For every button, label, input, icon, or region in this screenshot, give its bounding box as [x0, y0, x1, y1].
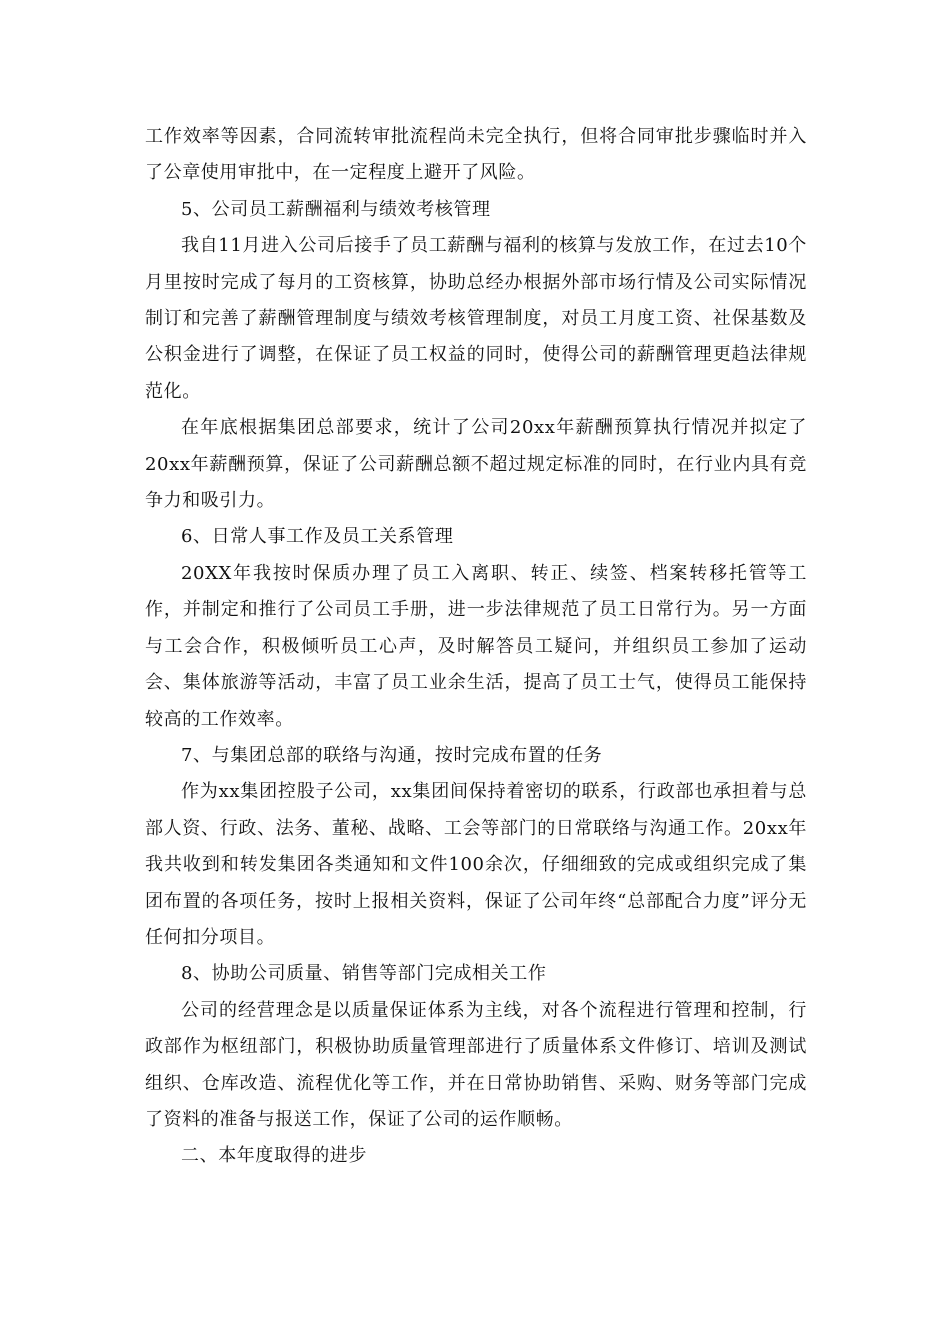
paragraph-group-liaison: 作为xx集团控股子公司，xx集团间保持着密切的联系，行政部也承担着与总部人资、行政、法务、董秘、战略、工会等部门的日常联络与沟通工作。20xx年我共收到和转发集团各类通知和文件100余次，仔细细致的完成或组织完成了集团布置的各项任务，按时上报相关资料，保证了公司年终“总部配合力度”评分无任何扣分项目。 — [145, 781, 807, 948]
section-heading-7: 7、与集团总部的联络与沟通，按时完成布置的任务 — [181, 744, 603, 766]
paragraph-personnel: 20XX年我按时保质办理了员工入离职、转正、续签、档案转移托管等工作，并制定和推行了公司员工手册，进一步法律规范了员工日常行为。另一方面与工会合作，积极倾听员工心声，及时解答员工疑问，并组织员工参加了运动会、集体旅游等活动，丰富了员工业余生活，提高了员工士气，使得员工能保持较高的工作效率。 — [145, 562, 807, 730]
paragraph-budget: 在年底根据集团总部要求，统计了公司20xx年薪酬预算执行情况并拟定了20xx年薪酬预算，保证了公司薪酬总额不超过规定标准的同时，在行业内具有竞争力和吸引力。 — [145, 417, 807, 512]
paragraph-salary: 我自11月进入公司后接手了员工薪酬与福利的核算与发放工作，在过去10个月里按时完成了每月的工资核算，协助总经办根据外部市场行情及公司实际情况制订和完善了薪酬管理制度与绩效考核管理制度，对员工月度工资、社保基数及公积金进行了调整，在保证了员工权益的同时，使得公司的薪酬管理更趋法律规范化。 — [145, 235, 807, 402]
section-heading-5: 5、公司员工薪酬福利与绩效考核管理 — [181, 198, 491, 220]
section-heading-6: 6、日常人事工作及员工关系管理 — [181, 526, 454, 548]
paragraph-quality: 公司的经营理念是以质量保证体系为主线，对各个流程进行管理和控制，行政部作为枢纽部门，积极协助质量管理部进行了质量体系文件修订、培训及测试组织、仓库改造、流程优化等工作，并在日常协助销售、采购、财务等部门完成了资料的准备与报送工作，保证了公司的运作顺畅。 — [145, 999, 807, 1130]
section-heading-8: 8、协助公司质量、销售等部门完成相关工作 — [181, 963, 547, 985]
section-heading-progress: 二、本年度取得的进步 — [181, 1145, 367, 1167]
paragraph-continuation: 工作效率等因素，合同流转审批流程尚未完全执行，但将合同审批步骤临时并入了公章使用审批中，在一定程度上避开了风险。 — [145, 126, 807, 184]
document-page — [145, 119, 807, 1175]
